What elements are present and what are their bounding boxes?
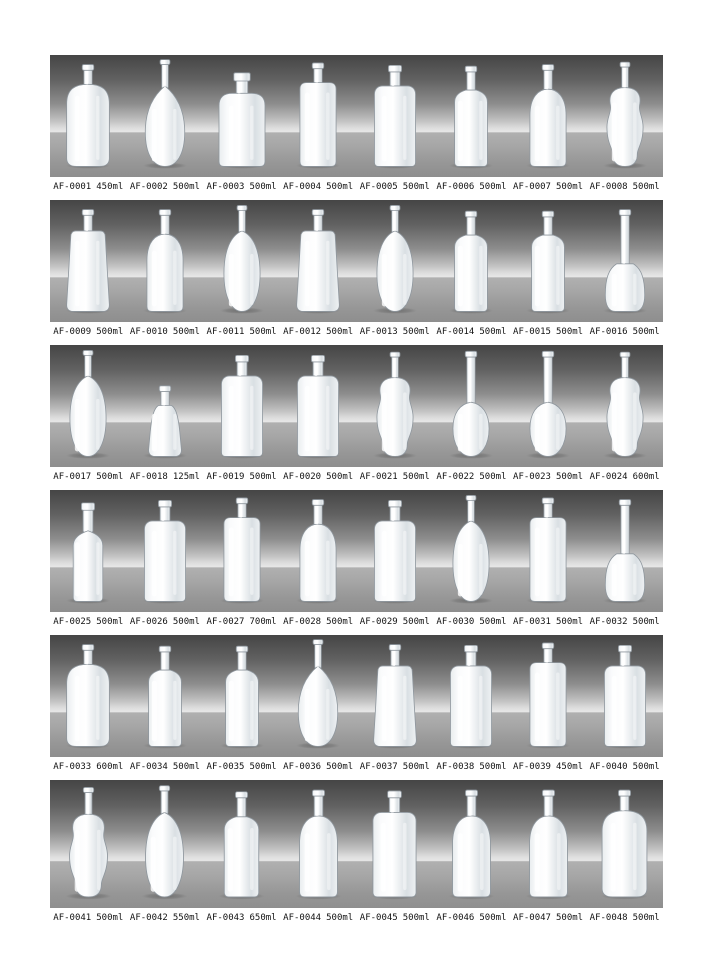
bottle-slot-af-0031 bbox=[510, 490, 587, 612]
bottle-volume: 650ml bbox=[249, 912, 277, 923]
bottle-label bbox=[510, 913, 587, 923]
bottle-volume: 500ml bbox=[326, 471, 354, 482]
bottle-code: AF-0031 bbox=[513, 616, 551, 627]
bottle-image bbox=[285, 203, 351, 318]
bottle-code: AF-0002 bbox=[129, 181, 168, 192]
bottle-volume: 500ml bbox=[555, 471, 584, 482]
bottle-label bbox=[127, 472, 204, 482]
bottle-slot-af-0036 bbox=[280, 635, 357, 757]
bottle-volume: 500ml bbox=[632, 912, 660, 923]
bottle-image bbox=[132, 493, 198, 608]
bottle-volume: 500ml bbox=[249, 761, 277, 772]
bottle-volume: 500ml bbox=[555, 912, 584, 923]
bottle-label bbox=[280, 472, 357, 482]
bottle-label bbox=[280, 617, 357, 627]
bottle-label bbox=[510, 617, 587, 627]
bottle-image bbox=[360, 783, 429, 904]
bottle-code: AF-0008 bbox=[589, 181, 628, 192]
bottle-slot-af-0042 bbox=[127, 780, 204, 908]
bottle-code: AF-0005 bbox=[359, 181, 398, 192]
bottle-code: AF-0043 bbox=[206, 912, 245, 923]
bottle-volume: 500ml bbox=[96, 912, 124, 923]
bottle-slot-af-0029 bbox=[357, 490, 434, 612]
bottle-label bbox=[586, 762, 663, 772]
bottle-code: AF-0023 bbox=[513, 471, 551, 482]
bottle-image bbox=[285, 638, 351, 753]
bottle-label bbox=[127, 327, 204, 337]
bottle-code: AF-0016 bbox=[589, 326, 628, 337]
bottle-label bbox=[433, 617, 510, 627]
bottle-code: AF-0029 bbox=[359, 616, 398, 627]
bottle-volume: 500ml bbox=[479, 616, 507, 627]
bottle-slot-af-0012 bbox=[280, 200, 357, 322]
bottle-image bbox=[515, 203, 581, 318]
bottle-volume: 450ml bbox=[96, 181, 124, 192]
bottle-slot-af-0046 bbox=[433, 780, 510, 908]
bottle-image bbox=[55, 348, 121, 463]
bottle-code: AF-0028 bbox=[283, 616, 322, 627]
bottle-volume: 550ml bbox=[172, 912, 200, 923]
bottle-volume: 500ml bbox=[479, 326, 507, 337]
label-row bbox=[50, 467, 663, 486]
bottle-slot-af-0006 bbox=[433, 55, 510, 177]
bottle-slot-af-0048 bbox=[586, 780, 663, 908]
bottle-slot-af-0013 bbox=[357, 200, 434, 322]
bottle-volume: 500ml bbox=[249, 181, 277, 192]
bottle-label bbox=[203, 913, 280, 923]
bottle-code: AF-0011 bbox=[206, 326, 245, 337]
bottle-label bbox=[50, 472, 127, 482]
bottle-code: AF-0035 bbox=[206, 761, 245, 772]
bottle-code: AF-0047 bbox=[513, 912, 551, 923]
bottle-slot-af-0024 bbox=[586, 345, 663, 467]
bottle-label bbox=[433, 472, 510, 482]
bottle-volume: 500ml bbox=[479, 471, 507, 482]
bottle-code: AF-0025 bbox=[53, 616, 92, 627]
bottle-image bbox=[515, 58, 581, 173]
catalog-row bbox=[0, 345, 717, 486]
bottle-volume: 500ml bbox=[555, 616, 584, 627]
bottle-image bbox=[285, 58, 351, 173]
bottle-label bbox=[433, 913, 510, 923]
bottle-slot-af-0025 bbox=[50, 490, 127, 612]
catalog-row bbox=[0, 490, 717, 631]
bottle-image bbox=[132, 58, 198, 173]
bottle-image bbox=[209, 203, 275, 318]
bottle-slot-af-0045 bbox=[357, 780, 434, 908]
bottle-label bbox=[127, 182, 204, 192]
bottle-strip bbox=[50, 635, 663, 757]
bottle-code: AF-0046 bbox=[436, 912, 475, 923]
label-row bbox=[50, 612, 663, 631]
bottle-slot-af-0043 bbox=[203, 780, 280, 908]
catalog-row bbox=[0, 635, 717, 776]
bottle-slot-af-0038 bbox=[433, 635, 510, 757]
bottle-slot-af-0034 bbox=[127, 635, 204, 757]
label-row bbox=[50, 908, 663, 927]
bottle-volume: 500ml bbox=[632, 761, 660, 772]
bottle-code: AF-0032 bbox=[589, 616, 628, 627]
bottle-image bbox=[209, 638, 275, 753]
bottle-label bbox=[203, 617, 280, 627]
bottle-image bbox=[515, 638, 581, 753]
bottle-code: AF-0003 bbox=[206, 181, 245, 192]
bottle-code: AF-0022 bbox=[436, 471, 475, 482]
bottle-code: AF-0004 bbox=[283, 181, 322, 192]
bottle-image bbox=[132, 348, 198, 463]
bottle-code: AF-0027 bbox=[206, 616, 245, 627]
bottle-code: AF-0039 bbox=[513, 761, 551, 772]
bottle-label bbox=[203, 327, 280, 337]
bottle-label bbox=[203, 762, 280, 772]
bottle-code: AF-0040 bbox=[589, 761, 628, 772]
bottle-slot-af-0001 bbox=[50, 55, 127, 177]
bottle-image bbox=[515, 493, 581, 608]
bottle-image bbox=[132, 203, 198, 318]
bottle-slot-af-0004 bbox=[280, 55, 357, 177]
bottle-slot-af-0037 bbox=[357, 635, 434, 757]
bottle-slot-af-0020 bbox=[280, 345, 357, 467]
bottle-image bbox=[592, 348, 658, 463]
bottle-code: AF-0038 bbox=[436, 761, 475, 772]
bottle-slot-af-0016 bbox=[586, 200, 663, 322]
bottle-label bbox=[357, 617, 434, 627]
bottle-label bbox=[510, 472, 587, 482]
bottle-slot-af-0007 bbox=[510, 55, 587, 177]
bottle-image bbox=[362, 493, 428, 608]
bottle-image bbox=[209, 493, 275, 608]
bottle-slot-af-0002 bbox=[127, 55, 204, 177]
bottle-volume: 500ml bbox=[479, 912, 507, 923]
bottle-volume: 500ml bbox=[326, 326, 354, 337]
bottle-label bbox=[510, 182, 587, 192]
bottle-slot-af-0032 bbox=[586, 490, 663, 612]
bottle-slot-af-0040 bbox=[586, 635, 663, 757]
bottle-slot-af-0018 bbox=[127, 345, 204, 467]
bottle-slot-af-0011 bbox=[203, 200, 280, 322]
bottle-label bbox=[510, 762, 587, 772]
bottle-code: AF-0006 bbox=[436, 181, 475, 192]
bottle-volume: 700ml bbox=[249, 616, 277, 627]
bottle-label bbox=[586, 617, 663, 627]
bottle-image bbox=[592, 203, 658, 318]
bottle-volume: 500ml bbox=[632, 326, 660, 337]
bottle-image bbox=[590, 783, 659, 904]
bottle-image bbox=[285, 348, 351, 463]
bottle-code: AF-0048 bbox=[589, 912, 628, 923]
bottle-code: AF-0036 bbox=[283, 761, 322, 772]
bottle-strip bbox=[50, 200, 663, 322]
bottle-image bbox=[592, 58, 658, 173]
bottle-slot-af-0027 bbox=[203, 490, 280, 612]
bottle-volume: 500ml bbox=[172, 326, 200, 337]
bottle-volume: 450ml bbox=[555, 761, 584, 772]
bottle-slot-af-0014 bbox=[433, 200, 510, 322]
bottle-image bbox=[514, 783, 583, 904]
bottle-volume: 125ml bbox=[172, 471, 200, 482]
bottle-image bbox=[438, 58, 504, 173]
bottle-image bbox=[54, 783, 123, 904]
bottle-label bbox=[357, 762, 434, 772]
bottle-volume: 500ml bbox=[479, 181, 507, 192]
bottle-label bbox=[510, 327, 587, 337]
bottle-code: AF-0041 bbox=[53, 912, 92, 923]
bottle-volume: 500ml bbox=[172, 761, 200, 772]
bottle-slot-af-0003 bbox=[203, 55, 280, 177]
bottle-volume: 500ml bbox=[326, 616, 354, 627]
bottle-slot-af-0033 bbox=[50, 635, 127, 757]
bottle-code: AF-0020 bbox=[283, 471, 322, 482]
bottle-label bbox=[586, 913, 663, 923]
bottle-image bbox=[209, 58, 275, 173]
bottle-slot-af-0019 bbox=[203, 345, 280, 467]
bottle-label bbox=[280, 327, 357, 337]
bottle-volume: 500ml bbox=[402, 912, 430, 923]
bottle-slot-af-0022 bbox=[433, 345, 510, 467]
bottle-label bbox=[357, 182, 434, 192]
bottle-image bbox=[362, 203, 428, 318]
bottle-code: AF-0019 bbox=[206, 471, 245, 482]
bottle-code: AF-0044 bbox=[283, 912, 322, 923]
bottle-image bbox=[285, 493, 351, 608]
bottle-image bbox=[362, 348, 428, 463]
bottle-volume: 500ml bbox=[249, 326, 277, 337]
bottle-code: AF-0014 bbox=[436, 326, 475, 337]
bottle-label bbox=[357, 472, 434, 482]
bottle-slot-af-0039 bbox=[510, 635, 587, 757]
bottle-label bbox=[203, 472, 280, 482]
label-row bbox=[50, 757, 663, 776]
bottle-label bbox=[280, 913, 357, 923]
bottle-label bbox=[50, 913, 127, 923]
bottle-image bbox=[362, 638, 428, 753]
bottle-label bbox=[127, 617, 204, 627]
bottle-label bbox=[280, 762, 357, 772]
bottle-slot-af-0044 bbox=[280, 780, 357, 908]
bottle-slot-af-0030 bbox=[433, 490, 510, 612]
bottle-image bbox=[284, 783, 353, 904]
bottle-image bbox=[55, 638, 121, 753]
bottle-image bbox=[55, 58, 121, 173]
bottle-volume: 500ml bbox=[555, 326, 584, 337]
bottle-volume: 500ml bbox=[402, 181, 430, 192]
bottle-code: AF-0010 bbox=[129, 326, 168, 337]
bottle-volume: 500ml bbox=[326, 912, 354, 923]
bottle-code: AF-0009 bbox=[53, 326, 92, 337]
bottle-strip bbox=[50, 490, 663, 612]
bottle-slot-af-0021 bbox=[357, 345, 434, 467]
bottle-volume: 500ml bbox=[632, 181, 660, 192]
bottle-code: AF-0021 bbox=[359, 471, 398, 482]
bottle-label bbox=[50, 327, 127, 337]
bottle-code: AF-0013 bbox=[359, 326, 398, 337]
bottle-volume: 500ml bbox=[402, 616, 430, 627]
bottle-code: AF-0030 bbox=[436, 616, 475, 627]
bottle-code: AF-0017 bbox=[53, 471, 92, 482]
bottle-label bbox=[357, 913, 434, 923]
bottle-volume: 500ml bbox=[249, 471, 277, 482]
bottle-volume: 500ml bbox=[172, 181, 200, 192]
bottle-slot-af-0017 bbox=[50, 345, 127, 467]
bottle-slot-af-0009 bbox=[50, 200, 127, 322]
bottle-label bbox=[50, 762, 127, 772]
bottle-slot-af-0023 bbox=[510, 345, 587, 467]
bottle-label bbox=[50, 182, 127, 192]
bottle-volume: 500ml bbox=[96, 326, 124, 337]
bottle-label bbox=[586, 472, 663, 482]
bottle-image bbox=[438, 493, 504, 608]
bottle-image bbox=[132, 638, 198, 753]
catalog-row bbox=[0, 200, 717, 341]
catalog-row bbox=[0, 780, 717, 927]
bottle-label bbox=[203, 182, 280, 192]
bottle-volume: 500ml bbox=[96, 616, 124, 627]
bottle-image bbox=[438, 348, 504, 463]
bottle-image bbox=[55, 493, 121, 608]
bottle-label bbox=[127, 762, 204, 772]
bottle-slot-af-0008 bbox=[586, 55, 663, 177]
bottle-label bbox=[586, 327, 663, 337]
bottle-code: AF-0012 bbox=[283, 326, 322, 337]
bottle-volume: 600ml bbox=[96, 761, 124, 772]
bottle-image bbox=[515, 348, 581, 463]
bottle-volume: 500ml bbox=[402, 761, 430, 772]
bottle-volume: 500ml bbox=[172, 616, 200, 627]
bottle-volume: 500ml bbox=[326, 761, 354, 772]
bottle-slot-af-0047 bbox=[510, 780, 587, 908]
bottle-image bbox=[209, 348, 275, 463]
bottle-slot-af-0041 bbox=[50, 780, 127, 908]
bottle-label bbox=[357, 327, 434, 337]
bottle-image bbox=[438, 203, 504, 318]
bottle-code: AF-0024 bbox=[589, 471, 628, 482]
bottle-code: AF-0018 bbox=[129, 471, 168, 482]
bottle-label bbox=[127, 913, 204, 923]
bottle-label bbox=[50, 617, 127, 627]
bottle-code: AF-0007 bbox=[513, 181, 551, 192]
bottle-strip bbox=[50, 345, 663, 467]
bottle-image bbox=[207, 783, 276, 904]
bottle-volume: 600ml bbox=[632, 471, 660, 482]
bottle-image bbox=[362, 58, 428, 173]
bottle-slot-af-0010 bbox=[127, 200, 204, 322]
bottle-image bbox=[55, 203, 121, 318]
bottle-slot-af-0028 bbox=[280, 490, 357, 612]
bottle-slot-af-0005 bbox=[357, 55, 434, 177]
bottle-code: AF-0001 bbox=[53, 181, 92, 192]
bottle-volume: 500ml bbox=[632, 616, 660, 627]
bottle-code: AF-0045 bbox=[359, 912, 398, 923]
bottle-image bbox=[437, 783, 506, 904]
bottle-strip bbox=[50, 780, 663, 908]
bottle-image bbox=[592, 493, 658, 608]
bottle-code: AF-0026 bbox=[129, 616, 168, 627]
bottle-code: AF-0033 bbox=[53, 761, 92, 772]
bottle-volume: 500ml bbox=[326, 181, 354, 192]
bottle-slot-af-0026 bbox=[127, 490, 204, 612]
bottle-code: AF-0037 bbox=[359, 761, 398, 772]
bottle-image bbox=[130, 783, 199, 904]
bottle-code: AF-0042 bbox=[129, 912, 168, 923]
bottle-volume: 500ml bbox=[479, 761, 507, 772]
bottle-image bbox=[592, 638, 658, 753]
bottle-code: AF-0015 bbox=[513, 326, 551, 337]
label-row bbox=[50, 322, 663, 341]
bottle-volume: 500ml bbox=[96, 471, 124, 482]
bottle-image bbox=[438, 638, 504, 753]
label-row bbox=[50, 177, 663, 196]
bottle-volume: 500ml bbox=[402, 326, 430, 337]
bottle-label bbox=[280, 182, 357, 192]
bottle-volume: 500ml bbox=[555, 181, 584, 192]
bottle-slot-af-0035 bbox=[203, 635, 280, 757]
bottle-label bbox=[433, 327, 510, 337]
bottle-slot-af-0015 bbox=[510, 200, 587, 322]
bottle-label bbox=[586, 182, 663, 192]
catalog-row bbox=[0, 55, 717, 196]
bottle-volume: 500ml bbox=[402, 471, 430, 482]
bottle-strip bbox=[50, 55, 663, 177]
bottle-label bbox=[433, 182, 510, 192]
bottle-label bbox=[433, 762, 510, 772]
bottle-code: AF-0034 bbox=[129, 761, 168, 772]
